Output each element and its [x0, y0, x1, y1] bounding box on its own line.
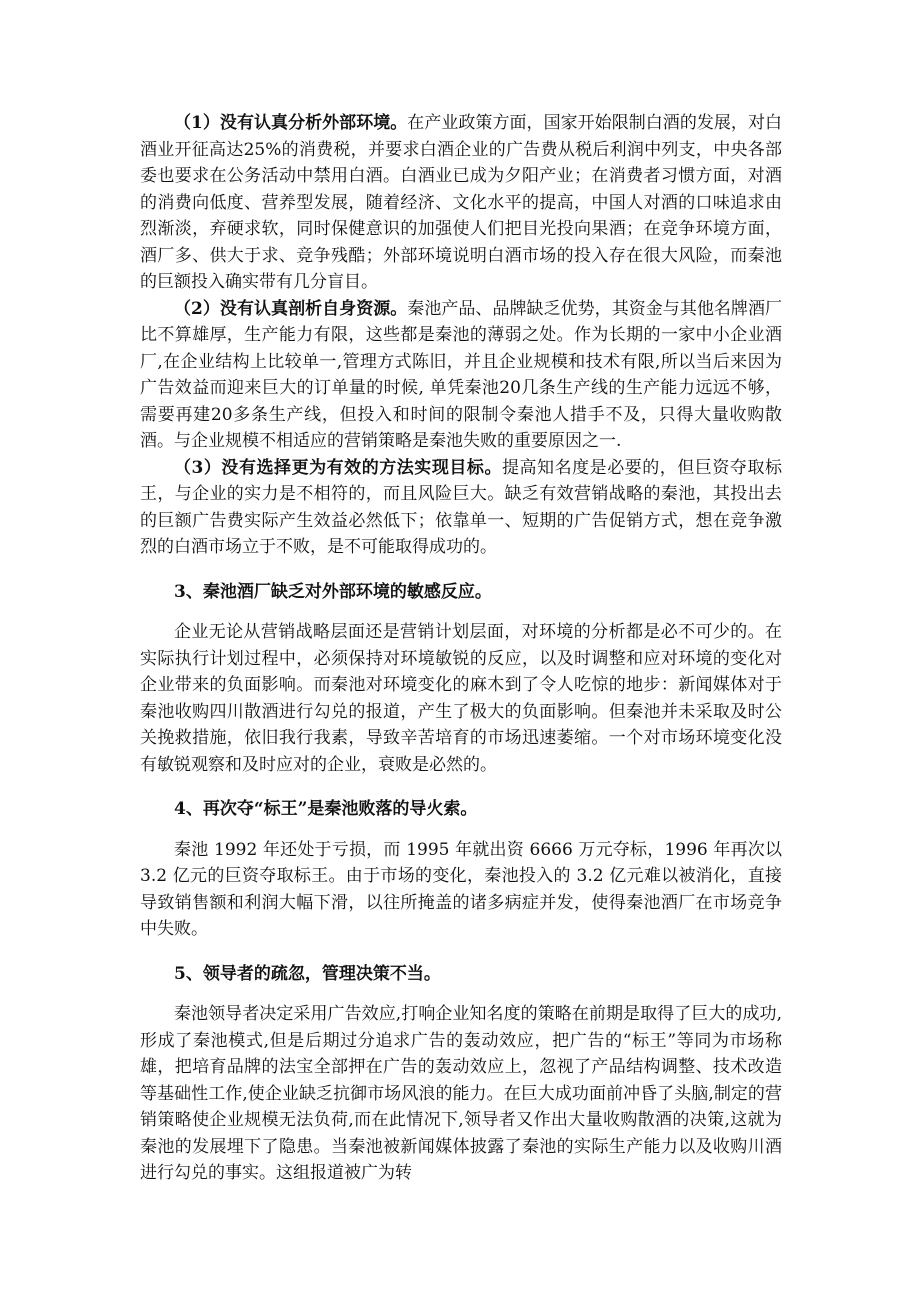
paragraph-own-resources: [140, 296, 782, 455]
section-heading-4: 4、再次夺“标王”是秦池败落的导火索。: [174, 799, 478, 819]
section-heading-5: 5、领导者的疏忽，管理决策不当。: [174, 963, 441, 984]
paragraph-lead: （1）没有认真分析外部环境。: [174, 113, 408, 133]
paragraph-text: 提高知名度是必要的，但巨资夺取标王，与企业的实力是不相符的，而且风险巨大。缺乏有效营销战略的秦池，其投出去的巨额广告费实际产生效益必然低下；依靠单一、短期的广告促销方式，想在竞争激烈的白酒市场立于不败，是不可能取得成功的。: [140, 457, 783, 557]
paragraph-text: 秦池产品、品牌缺乏优势，其资金与其他名牌酒厂比不算雄厚，生产能力有限，这些都是秦池的薄弱之处。作为长期的一家中小企业酒厂,在企业结构上比较单一,管理方式陈旧，并且企业规模和技术有限,所以当后来因为广告效益而迎来巨大的订单量的时候, 单凭秦池20几条生产线的生产能力远远不够，需要再建20多条生产线，但投入和时间的限制令秦池人措手不及，只得大量收购散酒。与企业规模不相适应的营销策略是秦池失败的重要原因之一.: [140, 298, 782, 451]
section-body-3: 企业无论从营销战略层面还是营销计划层面，对环境的分析都是必不可少的。在实际执行计划过程中，必须保持对环境敏锐的反应，以及时调整和应对环境的变化对企业带来的负面影响。而秦池对环境变化的麻木到了令人吃惊的地步：新闻媒体对于秦池收购四川散酒进行勾兑的报道，产生了极大的负面影响。但秦池并未采取及时公关挽救措施，依旧我行我素，导致辛苦培育的市场迅速萎缩。一个对市场环境变化没有敏锐观察和及时应对的企业，衰败是必然的。: [140, 622, 782, 775]
paragraph-effective-method: [140, 455, 782, 561]
section-heading-3: 3、秦池酒厂缺乏对外部环境的敏感反应。: [174, 581, 492, 602]
section-body-5: 秦池领导者决定采用广告效应,打响企业知名度的策略在前期是取得了巨大的成功,形成了秦池模式,但是后期过分追求广告的轰动效应，把广告的“标王”等同为市场称雄，把培育品牌的法宝全部押在广告的轰动效应上，忽视了产品结构调整、技术改造等基础性工作,使企业缺乏抗御市场风浪的能力。在巨大成功面前冲昏了头脑,制定的营销策略使企业规模无法负荷,而在此情况下,领导者又作出大量收购散酒的决策,这就为秦池的发展埋下了隐患。当秦池被新闻媒体披露了秦池的实际生产能力以及收购川酒进行勾兑的事实。这组报道被广为转: [140, 1004, 782, 1183]
paragraph-text: 在产业政策方面，国家开始限制白酒的发展，对白酒业开征高达25%的消费税，并要求白酒企业的广告费从税后利润中列支，中央各部委也要求在公务活动中禁用白酒。白酒业已成为夕阳产业；在消费者习惯方面，对酒的消费向低度、营养型发展，随着经济、文化水平的提高，中国人对酒的口味追求由烈渐淡，弃硬求软，同时保健意识的加强使人们把目光投向果酒；在竞争环境方面，酒厂多、供大于求、竞争残酷；外部环境说明白酒市场的投入存在很大风险，而秦池的巨额投入确实带有几分盲目。: [140, 113, 782, 292]
section-body-4: 秦池 1992 年还处于亏损，而 1995 年就出资 6666 万元夺标，1996 年再次以 3.2 亿元的巨资夺取标王。由于市场的变化，秦池投入的 3.2 亿元难以被消化，直接导致销售额和利润大幅下滑，以往所掩盖的诸多病症并发，使得秦池酒厂在市场竞争中失败。: [140, 839, 782, 939]
paragraph-lead: （3）没有选择更为有效的方法实现目标。: [174, 457, 502, 478]
paragraph-lead: （2）没有认真剖析自身资源。: [174, 298, 408, 319]
paragraph-external-environment: [140, 110, 782, 296]
